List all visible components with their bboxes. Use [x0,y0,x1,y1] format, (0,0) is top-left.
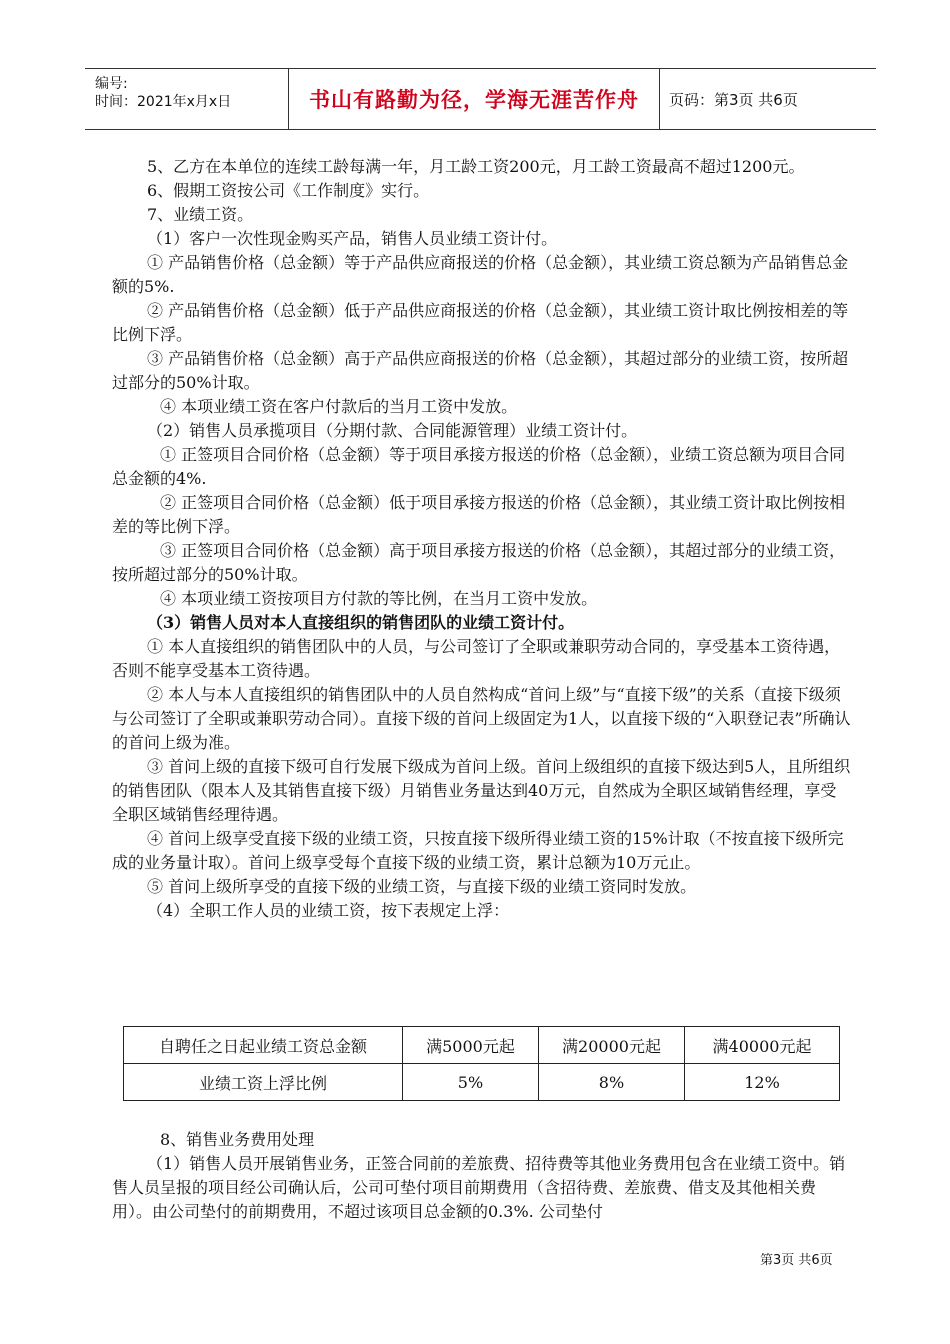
paragraph: ② 本人与本人直接组织的销售团队中的人员自然构成“首问上级”与“直接下级”的关系（直接下级须与公司签订了全职或兼职劳动合同）。直接下级的首问上级固定为1人，以直接下级的“入职登记表”所确认的首问上级为准。 [112,685,851,752]
paragraph: ① 产品销售价格（总金额）等于产品供应商报送的价格（总金额），其业绩工资总额为产品销售总金额的5%. [112,253,849,296]
paragraph: ② 正签项目合同价格（总金额）低于项目承接方报送的价格（总金额），其业绩工资计取比例按相差的等比例下浮。 [112,493,846,536]
table-cell: 业绩工资上浮比例 [124,1064,403,1101]
paragraph: （4）全职工作人员的业绩工资，按下表规定上浮： [147,901,510,920]
section-heading: 8、销售业务费用处理 [160,1130,315,1149]
code-label: 编号: [95,76,128,92]
paragraph: ③ 产品销售价格（总金额）高于产品供应商报送的价格（总金额），其超过部分的业绩工资，按所超过部分的50%计取。 [112,349,849,392]
paragraph: ③ 正签项目合同价格（总金额）高于项目承接方报送的价格（总金额），其超过部分的业绩工资，按所超过部分的50%计取。 [112,541,846,584]
bonus-rate-table [123,1026,840,1101]
paragraph: （1）销售人员开展销售业务，正签合同前的差旅费、招待费等其他业务费用包含在业绩工资中。销售人员呈报的项目经公司确认后，公司可垫付项目前期费用（含招待费、差旅费、借支及其他相关费用）。由公司垫付的前期费用，不超过该项目总金额的0.3%. 公司垫付 [112,1154,846,1221]
paragraph: ③ 首问上级的直接下级可自行发展下级成为首问上级。首问上级组织的直接下级达到5人，且所组织的销售团队（限本人及其销售直接下级）月销售业务量达到40万元，自然成为全职区域销售经理，享受全职区域销售经理待遇。 [112,757,851,824]
table-cell: 12% [685,1064,840,1101]
table-cell: 8% [539,1064,685,1101]
paragraph: 6、假期工资按公司《工作制度》实行。 [147,181,430,200]
table-row [124,1027,840,1064]
page-header [85,68,876,130]
motto: 书山有路勤为径，学海无涯苦作舟 [309,88,639,112]
paragraph: ① 正签项目合同价格（总金额）等于项目承接方报送的价格（总金额），业绩工资总额为项目合同总金额的4%. [112,445,846,488]
paragraph: ④ 首问上级享受直接下级的业绩工资，只按直接下级所得业绩工资的15%计取（不按直接下级所完成的业务量计取）。首问上级享受每个直接下级的业绩工资，累计总额为10万元止。 [112,829,844,872]
table-cell: 满40000元起 [685,1027,840,1064]
table-cell: 满5000元起 [403,1027,539,1064]
paragraph: （3）销售人员对本人直接组织的销售团队的业绩工资计付。 [147,613,575,632]
paragraph: 5、乙方在本单位的连续工龄每满一年，月工龄工资200元，月工龄工资最高不超过1200元。 [147,157,805,176]
table-cell: 自聘任之日起业绩工资总金额 [124,1027,403,1064]
body-text [112,155,852,923]
body-text-continued [112,1128,852,1224]
paragraph: ④ 本项业绩工资按项目方付款的等比例，在当月工资中发放。 [160,589,598,608]
paragraph: ② 产品销售价格（总金额）低于产品供应商报送的价格（总金额），其业绩工资计取比例按相差的等比例下浮。 [112,301,849,344]
paragraph: （2）销售人员承揽项目（分期付款、合同能源管理）业绩工资计付。 [147,421,638,440]
page-footer: 第3页 共6页 [760,1253,833,1268]
paragraph: ⑤ 首问上级所享受的直接下级的业绩工资，与直接下级的业绩工资同时发放。 [147,877,697,896]
paragraph: ① 本人直接组织的销售团队中的人员，与公司签订了全职或兼职劳动合同的，享受基本工资待遇，否则不能享受基本工资待遇。 [112,637,841,680]
page-info: 页码：第3页 共6页 [669,90,798,109]
paragraph: 7、业绩工资。 [147,205,254,224]
date-line: 时间：2021年x月x日 [95,94,232,110]
table-cell: 满20000元起 [539,1027,685,1064]
header-meta [85,69,288,129]
header-motto-cell [288,69,660,129]
paragraph: （1）客户一次性现金购买产品，销售人员业绩工资计付。 [147,229,558,248]
table-cell: 5% [403,1064,539,1101]
table-row [124,1064,840,1101]
header-page-cell [659,69,876,129]
paragraph: ④ 本项业绩工资在客户付款后的当月工资中发放。 [160,397,518,416]
